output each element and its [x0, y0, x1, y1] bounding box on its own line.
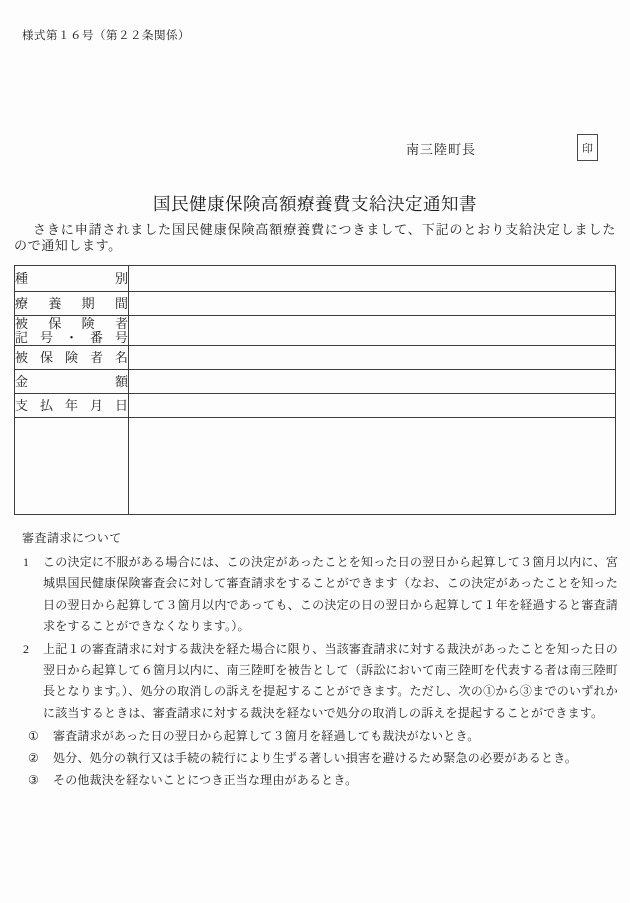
- addressee-title: 南三陸町長: [406, 142, 477, 157]
- note-item-2-text: 上記１の審査請求に対する裁決を経た場合に限り、当該審査請求に対する裁決があったことを知った日の翌日から起算して６箇月以内に、南三陸町を被告として（訴訟において南三陸町を代表する者は南三陸町長となります。）、処分の取消しの訴えを提起することができます。ただし、次の①から③までのいずれかに該当するときは、審査請求に対する裁決を経ないで処分の取消しの訴えを提起することができます。: [43, 641, 618, 720]
- document-title: 国民健康保険高額療養費支給決定通知書: [153, 194, 477, 214]
- note-item-1-number: 1: [23, 555, 30, 569]
- sub-item-2: [14, 749, 618, 769]
- table-row: [15, 292, 616, 316]
- form-number: 様式第１６号（第２２条関係）: [22, 30, 190, 42]
- table-row: [15, 346, 616, 370]
- note-item-2-number: 2: [23, 641, 30, 656]
- sub-item-2-number: ②: [28, 750, 39, 765]
- row-label-type: 種別: [15, 266, 129, 292]
- row-value-amount: [129, 370, 616, 394]
- table-row: [15, 394, 616, 418]
- appeal-notes-section: [14, 529, 618, 790]
- row-label-blank: [15, 418, 129, 515]
- table-row: [15, 316, 616, 346]
- row-label-payment-date: 支払年月日: [15, 394, 129, 418]
- row-label-amount: 金額: [15, 370, 129, 394]
- row-value-insured-name: [129, 346, 616, 370]
- sub-item-2-text: 処分、処分の執行又は手続の続行により生ずる著しい損害を避けるため緊急の必要があるとき。: [53, 750, 578, 765]
- sub-item-3: [14, 771, 618, 791]
- decision-table: [14, 265, 616, 515]
- row-value-treatment-period: [129, 292, 616, 316]
- note-item-1-text: この決定に不服がある場合には、この決定があったことを知った日の翌日から起算して３箇月以内に、宮城県国民健康保険審査会に対して審査請求をすることができます（なお、この決定があったことを知った日の翌日から起算して３箇月以内であっても、この決定の日の翌日から起算して１年を経過すると審査請求をすることができなくなります。）。: [43, 555, 618, 634]
- sub-item-1-text: 審査請求があった日の翌日から起算して３箇月を経過しても裁決がないとき。: [53, 728, 480, 743]
- row-value-type: [129, 266, 616, 292]
- note-item-2: [14, 639, 618, 725]
- row-value-insured-number: [129, 316, 616, 346]
- row-value-blank: [129, 418, 616, 515]
- table-row-remarks: [15, 418, 616, 515]
- seal-label: 印: [582, 142, 593, 155]
- seal-box: [577, 134, 598, 161]
- sub-item-1-number: ①: [28, 728, 39, 743]
- row-value-payment-date: [129, 394, 616, 418]
- note-item-1: [14, 552, 618, 638]
- intro-paragraph: さきに申請されました国民健康保険高額療養費につきまして、下記のとおり支給決定しましたので通知します。: [14, 222, 616, 253]
- sub-item-3-number: ③: [28, 772, 39, 787]
- row-label-treatment-period: 療養期間: [15, 292, 129, 316]
- table-row: [15, 370, 616, 394]
- table-row: [15, 266, 616, 292]
- row-label-insured-name: 被保険者名: [15, 346, 129, 370]
- row-label-insured-number: 被保険者 記号・番号: [15, 315, 128, 345]
- sub-item-3-text: その他裁決を経ないことにつき正当な理由があるとき。: [53, 772, 358, 787]
- sub-item-1: [14, 727, 618, 747]
- appeal-notes-heading: 審査請求について: [22, 531, 122, 545]
